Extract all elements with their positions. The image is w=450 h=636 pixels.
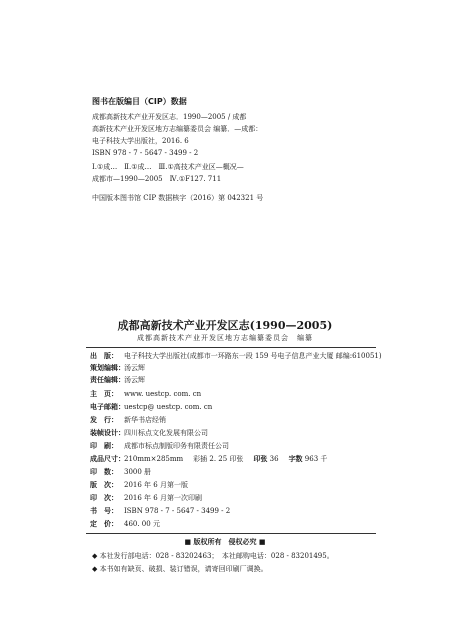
phone-note: ◆ 本社发行部电话：028 - 83202463； 本社邮购电话：028 - 83201495。 <box>92 552 334 560</box>
copyright-notice: ■ 版权所有 侵权必究 ■ <box>184 538 266 546</box>
cip-heading: 图书在版编目（CIP）数据 <box>92 97 187 106</box>
info-label: 电子邮箱： <box>90 403 125 411</box>
info-label: 出 版： <box>90 352 118 360</box>
color-insert: 彩插 2. 25 印张 <box>193 455 244 463</box>
info-row-size <box>90 453 327 465</box>
info-value: 新华书店经销 <box>124 416 166 424</box>
divider <box>86 533 376 534</box>
info-row-publisher <box>90 350 382 362</box>
info-row-design <box>90 427 208 439</box>
info-value: 汤云辉 <box>124 364 145 372</box>
info-label: 定 价： <box>90 520 118 528</box>
info-value: 成都市标点制版印务有限责任公司 <box>124 442 229 450</box>
info-row-price <box>90 518 160 530</box>
info-value: 电子科技大学出版社(成都市一环路东一段 159 号电子信息产业大厦 邮编:610051) <box>124 352 382 360</box>
info-row-edition <box>90 479 188 491</box>
info-value: ISBN 978 - 7 - 5647 - 3499 - 2 <box>124 507 231 515</box>
info-label: 印 数： <box>90 468 118 476</box>
info-label: 版 次： <box>90 481 118 489</box>
words-value: 963 千 <box>304 455 328 463</box>
cip-line: ISBN 978 - 7 - 5647 - 3499 - 2 <box>92 149 199 157</box>
book-title: 成都高新技术产业开发区志(1990—2005) <box>117 319 333 332</box>
info-value: www. uestcp. com. cn <box>124 390 202 398</box>
info-row-print-run <box>90 466 151 478</box>
info-label: 书 号： <box>90 507 118 515</box>
info-value: 2016 年 6 月第一版 <box>124 481 188 489</box>
info-label: 成品尺寸： <box>90 455 125 463</box>
info-label: 主 页： <box>90 390 118 398</box>
cip-line: 电子科技大学出版社，2016. 6 <box>92 137 189 145</box>
info-value: 四川标点文化发展有限公司 <box>124 429 208 437</box>
info-row-responsible-editor <box>90 374 145 386</box>
info-label: 印 刷： <box>90 442 118 450</box>
info-value: 2016 年 6 月第一次印刷 <box>124 494 202 502</box>
info-row-email <box>90 401 212 413</box>
info-row-distribution <box>90 414 166 426</box>
sheets-value: 36 <box>269 455 279 463</box>
defect-note: ◆ 本书如有缺页、破损、装订错误，请寄回印刷厂调换。 <box>92 565 268 573</box>
info-label: 策划编辑： <box>90 364 125 372</box>
info-label: 责任编辑： <box>90 376 125 384</box>
info-label: 发 行： <box>90 416 118 424</box>
cip-line: 成都市—1990—2005 Ⅳ.①F127. 711 <box>92 175 222 183</box>
info-label: 装帧设计： <box>90 429 125 437</box>
info-value: 汤云辉 <box>124 376 145 384</box>
cip-data-number: 中国版本图书馆 CIP 数据核字（2016）第 042321 号 <box>92 194 264 202</box>
cip-line: 成都高新技术产业开发区志．1990—2005 / 成都 <box>92 113 247 121</box>
info-value: 210mm×285mm <box>124 455 184 463</box>
info-label: 印 次： <box>90 494 118 502</box>
sheets-label: 印张 <box>253 454 268 463</box>
info-row-planning-editor <box>90 362 145 374</box>
info-row-printer <box>90 440 229 452</box>
info-row-homepage <box>90 388 201 400</box>
info-value: 460. 00 元 <box>124 520 160 528</box>
words-label: 字数 <box>288 454 303 463</box>
cip-line: 高新技术产业开发区地方志编纂委员会 编纂．—成都： <box>92 125 263 133</box>
info-row-isbn <box>90 505 230 517</box>
cip-line: Ⅰ.①成… Ⅱ.①成… Ⅲ.①高技术产业区—概况— <box>92 163 244 171</box>
info-value: 3000 册 <box>124 468 152 476</box>
book-editor: 成都高新技术产业开发区地方志编纂委员会 编纂 <box>137 334 313 342</box>
info-row-printing <box>90 492 202 504</box>
info-value: uestcp@ uestcp. com. cn <box>124 403 213 411</box>
divider <box>86 347 376 348</box>
